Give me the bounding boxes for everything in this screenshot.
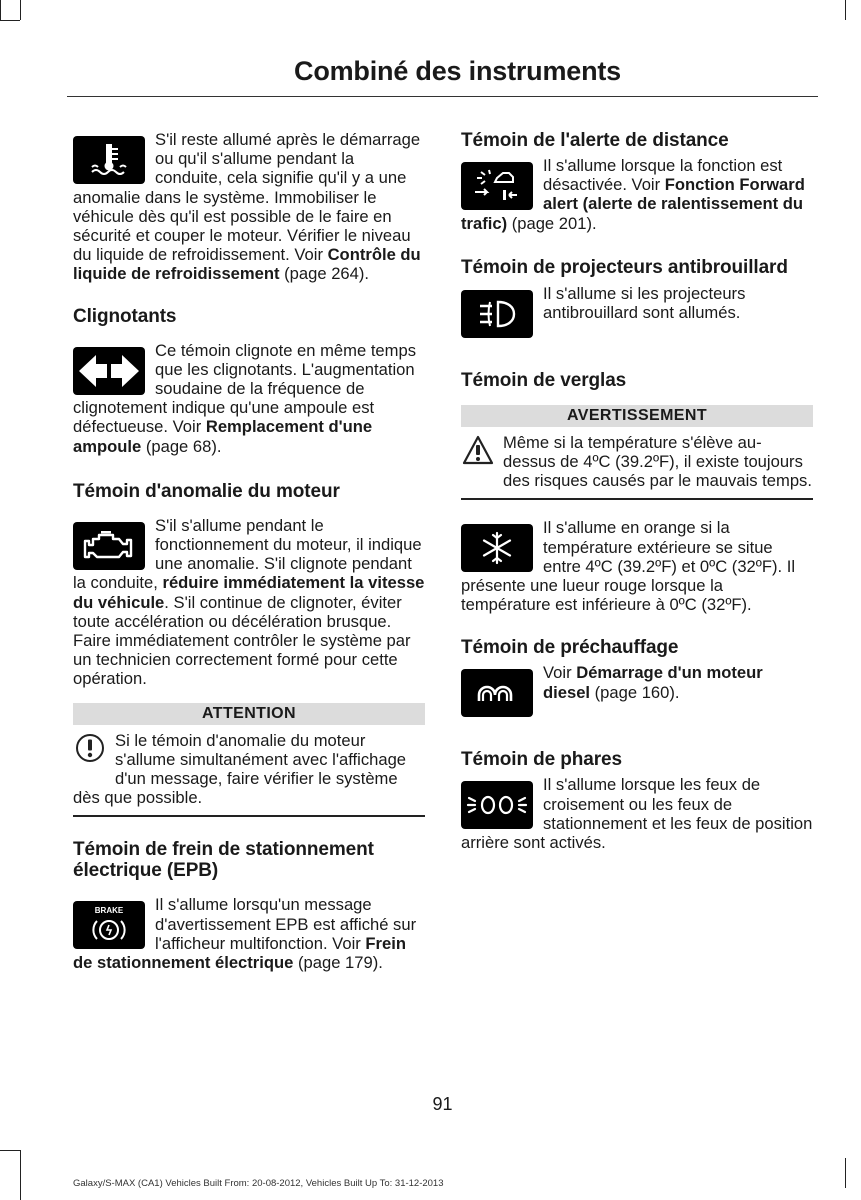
epb-section (73, 895, 425, 972)
frost-warning-label: AVERTISSEMENT (461, 405, 813, 427)
coolant-section (73, 130, 425, 284)
distance-alert-icon (461, 162, 533, 210)
frost-section (461, 518, 813, 614)
crop-mark (845, 0, 846, 20)
snowflake-icon (461, 524, 533, 572)
epb-heading: Témoin de frein de stationnement électrique (EPB) (73, 839, 374, 882)
epb-text: Il s'allume lorsqu'un message d'avertissement EPB est affiché sur l'afficheur multifonction. Voir Frein de stationnement électrique (page 179). (73, 895, 417, 973)
crop-mark (20, 1150, 21, 1200)
title-divider (67, 96, 818, 97)
attention-label: ATTENTION (73, 703, 425, 725)
attention-text: Si le témoin d'anomalie du moteur s'allume simultanément avec l'affichage d'un message, faire vérifier le système dès que possible. (73, 730, 407, 808)
crop-mark (0, 20, 20, 21)
coolant-temperature-icon (73, 136, 145, 184)
frost-text: Il s'allume en orange si la température extérieure se situe entre 4ºC (39.2ºF) et 0ºC (32ºF). Il présente une lueur rouge lorsque la température est inférieure à 0ºC (32ºF). (461, 518, 796, 615)
headlamp-icon (461, 781, 533, 829)
indicators-heading: Clignotants (73, 305, 177, 327)
engine-malfunction-icon (73, 522, 145, 570)
footer-text: Galaxy/S-MAX (CA1) Vehicles Built From: 20-08-2012, Vehicles Built Up To: 31-12-2013 (73, 1178, 444, 1189)
frost-warning-notice (461, 405, 813, 501)
crop-mark (845, 1158, 846, 1188)
coolant-text: S'il reste allumé après le démarrage ou qu'il s'allume pendant la conduite, cela signifie qu'il y a une anomalie dans le système. Immobiliser le véhicule dès qu'il est possible de le faire en sécurité et couper le moteur. Vérifier le niveau du liquide de refroidissement. Voir Contrôle du liquide de refroidissement (page 264). (73, 130, 421, 284)
fog-section (461, 284, 813, 340)
coolant-reference[interactable]: Contrôle du liquide de refroidissement (73, 245, 421, 284)
distance-heading: Témoin de l'alerte de distance (461, 130, 729, 151)
crop-mark (0, 0, 1, 20)
attention-notice (73, 703, 425, 818)
indicators-section (73, 341, 425, 456)
glow-text: Voir Démarrage d'un moteur diesel (page 160). (543, 663, 763, 702)
attention-icon (73, 733, 107, 777)
epb-reference[interactable]: Frein de stationnement électrique (73, 933, 406, 973)
engine-heading: Témoin d'anomalie du moteur (73, 480, 340, 502)
glow-section (461, 663, 813, 719)
headlamps-section (461, 775, 813, 852)
frost-heading: Témoin de verglas (461, 369, 627, 391)
fog-text: Il s'allume si les projecteurs antibrouillard sont allumés. (543, 283, 746, 323)
fog-heading: Témoin de projecteurs antibrouillard (461, 256, 788, 278)
engine-text: S'il s'allume pendant le fonctionnement du moteur, il indique une anomalie. S'il clignote pendant la conduite, réduire immédiatement la vitesse du véhicule. S'il continue de clignoter, éviter toute accélération ou décélération brusque. Faire immédiatement contrôler le système par un technicien correctement formé pour cette opération. (73, 515, 425, 689)
distance-section (461, 156, 813, 233)
page-title: Combiné des instruments (294, 56, 621, 86)
glow-reference[interactable]: Démarrage d'un moteur diesel (543, 663, 763, 702)
headlamps-text: Il s'allume lorsque les feux de croisement ou les feux de stationnement et les feux de position arrière sont activés. (461, 775, 813, 853)
crop-mark (20, 0, 21, 20)
fog-lamp-icon (461, 290, 533, 338)
glow-heading: Témoin de préchauffage (461, 637, 679, 659)
headlamps-heading: Témoin de phares (461, 749, 622, 771)
crop-mark (0, 1150, 20, 1151)
direction-indicators-icon (73, 347, 145, 395)
frost-warning-text: Même si la température s'élève au-dessus de 4ºC (39.2ºF), il existe toujours des risques causés par le mauvais temps. (503, 432, 812, 491)
indicators-reference[interactable]: Remplacement d'une ampoule (73, 417, 373, 456)
left-column (73, 130, 425, 972)
engine-section (73, 516, 425, 689)
distance-reference[interactable]: Fonction Forward alert (alerte de ralentissement du trafic) (461, 175, 805, 233)
warning-triangle-icon (461, 435, 495, 479)
brake-icon (73, 901, 145, 949)
distance-text: Il s'allume lorsque la fonction est désactivée. Voir Fonction Forward alert (alerte de ralentissement du trafic) (page 201). (461, 156, 805, 233)
page-number: 91 (432, 1094, 453, 1114)
glow-plug-icon (461, 669, 533, 717)
indicators-text: Ce témoin clignote en même temps que les clignotants. L'augmentation soudaine de la fréquence de clignotement indique qu'une ampoule est défectueuse. Voir Remplacement d'une ampoule (page 68). (73, 340, 417, 456)
right-column (461, 130, 813, 852)
brake-icon-label: BRAKE (94, 905, 124, 915)
